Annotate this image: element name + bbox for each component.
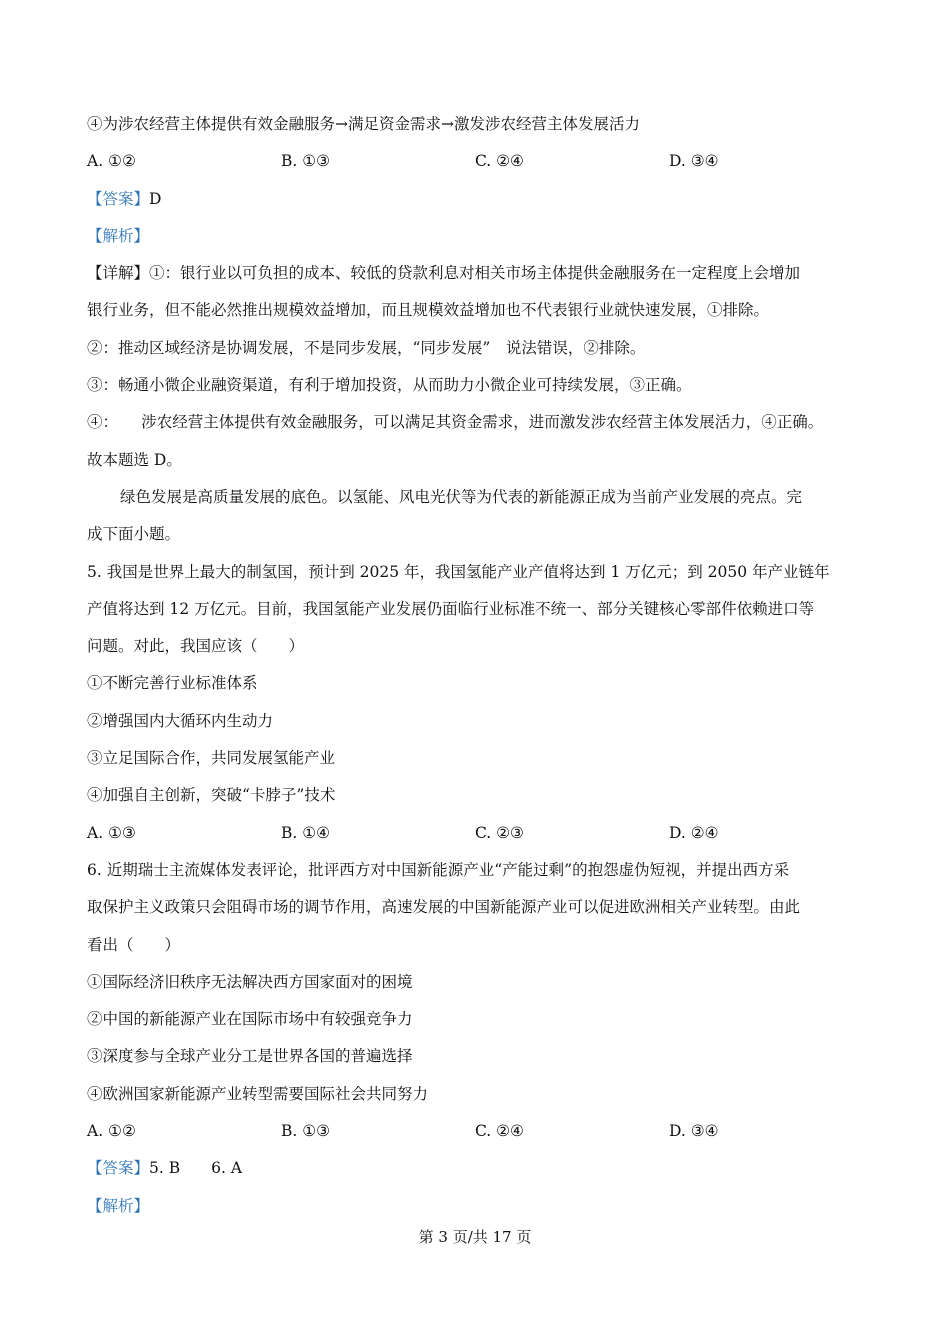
- detail-line: 银行业务，但不能必然推出规模效益增加，而且规模效益增加也不代表银行业就快速发展，①排除。: [87, 301, 770, 320]
- option-c: C. ②③: [475, 823, 524, 842]
- intro-line: 成下面小题。: [87, 525, 181, 544]
- detail-line: ④： 涉农经营主体提供有效金融服务，可以满足其资金需求，进而激发涉农经营主体发展活力，④正确。: [87, 413, 824, 432]
- prev-answer: [87, 187, 887, 224]
- q6-options: [87, 1119, 887, 1156]
- option-a: A. ①②: [87, 152, 136, 171]
- prev-options: [87, 149, 887, 186]
- detail-line: 【详解】①：银行业以可负担的成本、较低的贷款利息对相关市场主体提供金融服务在一定程度上会增加: [87, 264, 801, 283]
- q6-item: ③深度参与全球产业分工是世界各国的普遍选择: [87, 1047, 413, 1066]
- option-b: B. ①④: [281, 823, 331, 842]
- q6-item: ④欧洲国家新能源产业转型需要国际社会共同努力: [87, 1084, 429, 1103]
- intro-line: 绿色发展是高质量发展的底色。以氢能、风电光伏等为代表的新能源正成为当前产业发展的亮点。完: [120, 487, 803, 506]
- q5-item: ③立足国际合作，共同发展氢能产业: [87, 749, 336, 768]
- answer-value: 5. B 6. A: [149, 1159, 243, 1178]
- q5-stem: 问题。对此，我国应该（ ）: [87, 637, 305, 656]
- answers: [87, 1156, 887, 1193]
- detail-line: ③：畅通小微企业融资渠道，有利于增加投资，从而助力小微企业可持续发展，③正确。: [87, 376, 692, 395]
- detail-line: 故本题选 D。: [87, 450, 182, 469]
- prev-item-4: ④为涉农经营主体提供有效金融服务→满足资金需求→激发涉农经营主体发展活力: [87, 115, 640, 133]
- q5-stem: 5. 我国是世界上最大的制氢国，预计到 2025 年，我国氢能产业产值将达到 1 万亿元；到 2050 年产业链年: [87, 562, 830, 581]
- option-c: C. ②④: [475, 152, 524, 171]
- answer-value: D: [149, 189, 162, 208]
- q5-item: ①不断完善行业标准体系: [87, 674, 258, 693]
- page-footer: 第 3 页/共 17 页: [418, 1228, 532, 1246]
- option-c: C. ②④: [475, 1122, 524, 1141]
- q5-options: [87, 821, 887, 858]
- option-b: B. ①③: [281, 1122, 331, 1141]
- q6-item: ②中国的新能源产业在国际市场中有较强竞争力: [87, 1010, 413, 1029]
- option-d: D. ③④: [669, 1122, 719, 1141]
- q6-stem: 取保护主义政策只会阻碍市场的调节作用，高速发展的中国新能源产业可以促进欧洲相关产业转型。由此: [87, 898, 801, 917]
- option-a: A. ①②: [87, 1122, 136, 1141]
- answer-tag: 【答案】: [87, 189, 150, 208]
- option-b: B. ①③: [281, 152, 331, 171]
- option-a: A. ①③: [87, 823, 136, 842]
- q6-stem: 6. 近期瑞士主流媒体发表评论，批评西方对中国新能源产业“产能过剩”的抱怨虚伪短视，并提出西方采: [87, 860, 790, 879]
- answer-tag: 【答案】: [87, 1159, 150, 1178]
- q6-item: ①国际经济旧秩序无法解决西方国家面对的困境: [87, 972, 413, 991]
- option-d: D. ②④: [669, 823, 719, 842]
- q6-stem: 看出（ ）: [87, 935, 181, 954]
- q5-item: ②增强国内大循环内生动力: [87, 711, 274, 730]
- q5-item: ④加强自主创新，突破“卡脖子”技术: [87, 786, 336, 805]
- analysis-tag: 【解析】: [87, 1196, 150, 1215]
- analysis-tag: 【解析】: [87, 226, 150, 245]
- document-body: [87, 112, 887, 1231]
- detail-line: ②：推动区域经济是协调发展，不是同步发展，“同步发展” 说法错误，②排除。: [87, 338, 646, 357]
- q5-stem: 产值将达到 12 万亿元。目前，我国氢能产业发展仍面临行业标准不统一、部分关键核心零部件依赖进口等: [87, 599, 815, 618]
- option-d: D. ③④: [669, 152, 719, 171]
